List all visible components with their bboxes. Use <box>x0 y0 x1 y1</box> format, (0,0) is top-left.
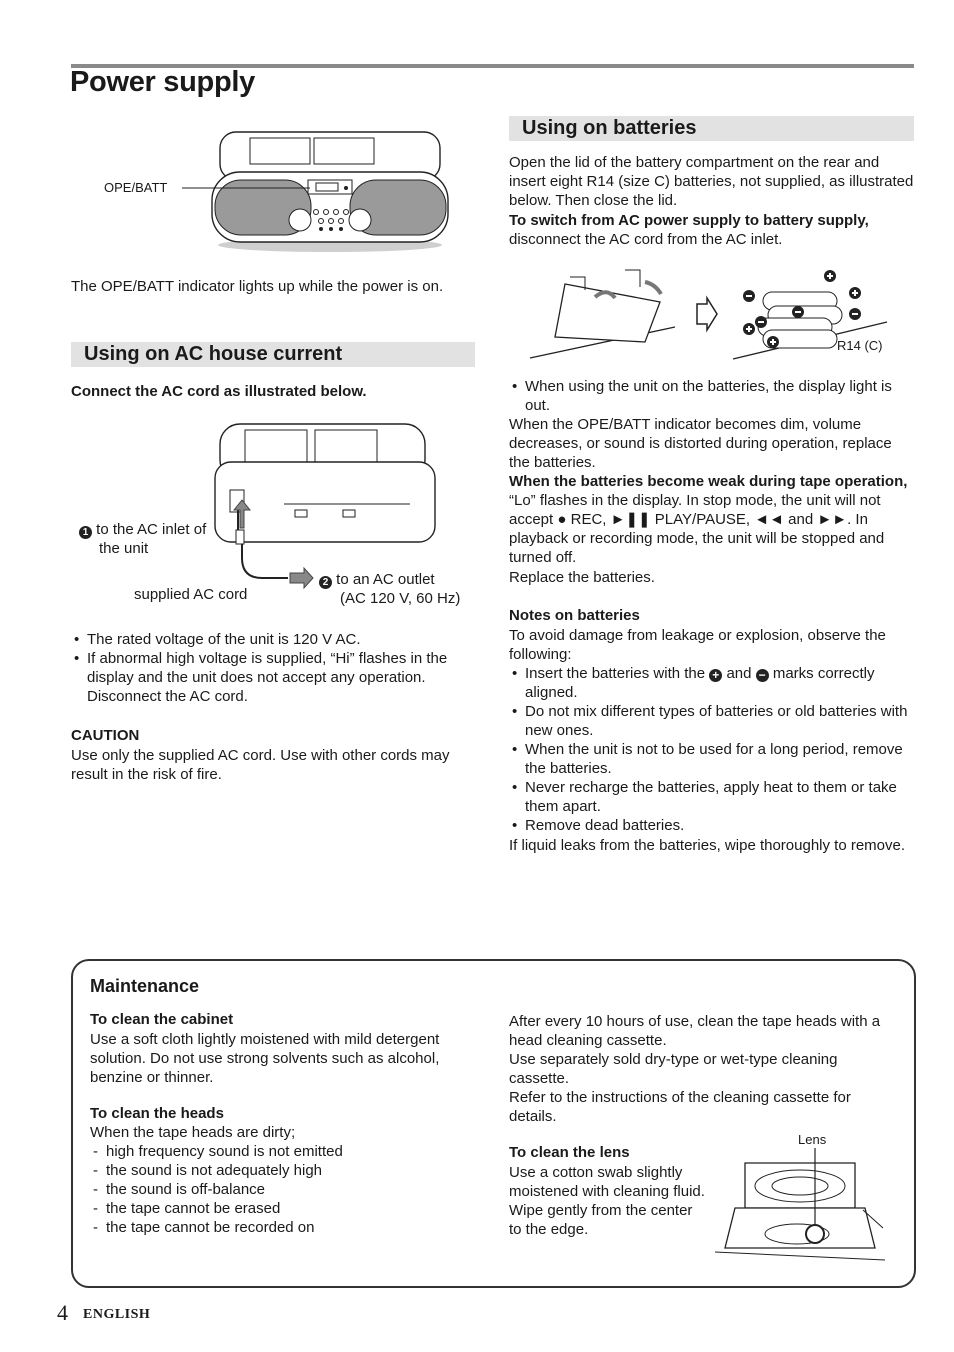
boombox-rear-illustration <box>200 418 450 593</box>
plus-icon: + <box>709 669 722 682</box>
list-item: • Do not mix different types of batteries or old batteries with new ones. <box>509 702 919 740</box>
switch-supply-heading: To switch from AC power supply to battery supply, <box>509 212 869 229</box>
caution-heading: CAUTION <box>71 727 140 744</box>
maintenance-heading: Maintenance <box>90 976 200 996</box>
clean-lens-text: Use a cotton swab slightly moistened with cleaning fluid. Wipe gently from the center to the edge. <box>509 1164 705 1238</box>
list-item: - the tape cannot be recorded on <box>90 1218 480 1237</box>
weak-batteries-text: “Lo” flashes in the display. In stop mode, the unit will not accept <box>509 492 881 528</box>
note1-text-a: Insert the batteries with the <box>525 665 706 682</box>
clean-cabinet-heading: To clean the cabinet <box>90 1011 234 1028</box>
weak-batteries-paragraph <box>509 472 919 567</box>
callout-number-1: 1 <box>79 526 92 539</box>
clean-heads-intro: When the tape heads are dirty; <box>90 1124 296 1141</box>
heads-symptom-list <box>90 1142 480 1237</box>
ac-section-bar <box>71 342 475 367</box>
callout-number-2: 2 <box>319 576 332 589</box>
list-item: • When the unit is not to be used for a long period, remove the batteries. <box>509 740 919 778</box>
callout-ac-outlet-line1: to an AC outlet <box>336 571 435 588</box>
clean-cabinet-text: Use a soft cloth lightly moistened with mild detergent solution. Do not use strong solvents such as alcohol, benzine or thinner. <box>90 1031 440 1086</box>
play-pause-label: PLAY/PAUSE, <box>654 511 751 528</box>
notes-list <box>509 664 919 835</box>
list-item: • The rated voltage of the unit is 120 V AC. <box>71 630 466 649</box>
list-item: • If abnormal high voltage is supplied, “Hi” flashes in the display and the unit does not accept any operation. Disconnect the AC cord. <box>71 649 466 706</box>
ope-batt-description: The OPE/BATT indicator lights up while the power is on. <box>71 278 444 295</box>
list-item: - the sound is not adequately high <box>90 1161 480 1180</box>
cleaning-cassette-refer-text: Refer to the instructions of the cleaning cassette for details. <box>509 1089 851 1125</box>
weak-batteries-text-2: . In playback or recording mode, the unit will be stopped and turned off. <box>509 511 885 566</box>
list-item: • When using the unit on the batteries, the display light is out. <box>509 377 919 415</box>
list-item <box>509 664 919 702</box>
callout-ac-outlet-line2: (AC 120 V, 60 Hz) <box>340 590 461 607</box>
minus-icon: − <box>756 669 769 682</box>
list-item: - the tape cannot be erased <box>90 1199 480 1218</box>
note1-and: and <box>726 665 752 682</box>
list-item: - high frequency sound is not emitted <box>90 1142 480 1161</box>
batteries-section-bar <box>509 116 914 141</box>
ac-subheading: Connect the AC cord as illustrated below. <box>71 383 367 400</box>
list-item: • Remove dead batteries. <box>509 816 919 835</box>
clean-heads-heading: To clean the heads <box>90 1105 224 1122</box>
callout-ac-inlet-line2: the unit <box>99 540 149 557</box>
batteries-intro: Open the lid of the battery compartment on the rear and insert eight R14 (size C) batteries, not supplied, as illustrated below. Then close the lid. <box>509 154 914 209</box>
r14-label: R14 (C) <box>837 338 883 353</box>
cd-lens-illustration <box>715 1148 890 1264</box>
rewind-icon: ◄◄ <box>754 511 784 528</box>
notes-heading: Notes on batteries <box>509 607 640 624</box>
ac-heading: Using on AC house current <box>84 343 343 365</box>
language-label: ENGLISH <box>83 1307 151 1322</box>
list-item: • Never recharge the batteries, apply heat to them or take them apart. <box>509 778 919 816</box>
page-title: Power supply <box>70 66 255 98</box>
cleaning-cassette-text: After every 10 hours of use, clean the tape heads with a head cleaning cassette. <box>509 1013 881 1049</box>
note1-text-b: marks correctly aligned. <box>525 665 875 701</box>
leak-text: If liquid leaks from the batteries, wipe thoroughly to remove. <box>509 837 906 854</box>
replace-batteries-text: Replace the batteries. <box>509 569 655 586</box>
rec-icon: ● <box>557 511 567 528</box>
play-pause-icon: ►❚❚ <box>610 511 651 528</box>
weak-batteries-heading: When the batteries become weak during tape operation, <box>509 473 908 490</box>
ac-cord-label: supplied AC cord <box>134 586 248 603</box>
cleaning-cassette-type-text: Use separately sold dry-type or wet-type cleaning cassette. <box>509 1051 838 1087</box>
switch-supply-text: disconnect the AC cord from the AC inlet. <box>509 231 783 248</box>
ope-batt-label: OPE/BATT <box>104 180 168 195</box>
caution-text: Use only the supplied AC cord. Use with other cords may result in the risk of fire. <box>71 747 450 783</box>
dim-indicator-text: When the OPE/BATT indicator becomes dim, volume decreases, or sound is distorted during operation, replace the batteries. <box>509 416 892 471</box>
ac-bullet-list <box>71 630 466 706</box>
list-item: - the sound is off-balance <box>90 1180 480 1199</box>
fast-forward-icon: ►► <box>817 511 848 528</box>
rec-label: REC, <box>570 511 607 528</box>
display-bullet <box>509 377 919 415</box>
batteries-heading: Using on batteries <box>522 117 697 139</box>
callout-ac-inlet-line1: to the AC inlet of <box>96 521 207 538</box>
notes-intro: To avoid damage from leakage or explosion, observe the following: <box>509 627 886 663</box>
callout-ac-outlet <box>319 570 435 589</box>
lens-label: Lens <box>798 1132 827 1147</box>
callout-ac-inlet <box>79 520 206 539</box>
and-label: and <box>788 511 814 528</box>
clean-lens-heading: To clean the lens <box>509 1144 630 1161</box>
page-number: 4 <box>57 1300 68 1325</box>
